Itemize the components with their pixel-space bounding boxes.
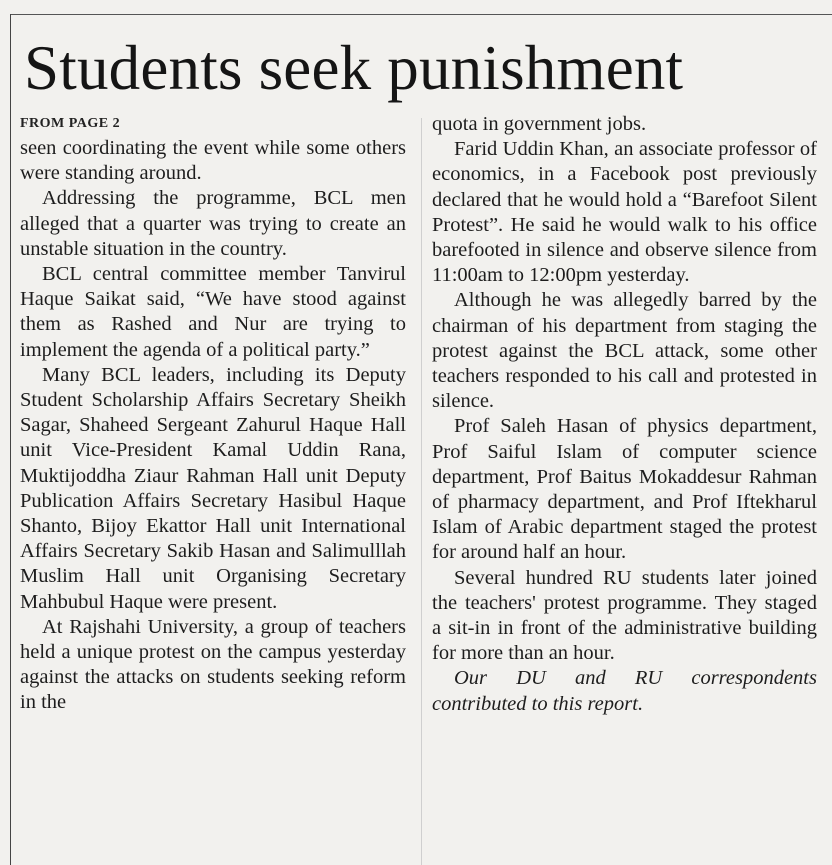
paragraph: Prof Saleh Hasan of physics department, Prof Saiful Islam of computer science department, Prof Baitus Mokaddesur Rahman of pharmacy department, and Prof Iftekharul Islam of Arabic department staged the protest for around half an hour.: [432, 415, 817, 564]
paragraph: Farid Uddin Khan, an associate professor of economics, in a Facebook post previously declared that he would hold a “Barefoot Silent Protest”. He said he would walk to his office barefooted in silence and observe silence from 11:00am to 12:00pm yesterday.: [432, 138, 817, 287]
paragraph: Many BCL leaders, including its Deputy Student Scholarship Affairs Secretary Sheikh Sagar, Shaheed Sergeant Zahurul Haque Hall unit Vice-President Kamal Uddin Rana, Muktijoddha Ziaur Rahman Hall unit Deputy Publication Affairs Secretary Hasibul Haque Shanto, Bijoy Ekattor Hall unit International Affairs Secretary Sakib Hasan and Salimulllah Muslim Hall unit Organising Secretary Mahbubul Haque were present.: [20, 363, 406, 613]
column-rule: [421, 118, 422, 865]
paragraph: quota in government jobs.: [432, 113, 647, 135]
paragraph: At Rajshahi University, a group of teachers held a unique protest on the campus yesterday against the attacks on students seeking reform in the: [20, 615, 406, 714]
paragraph: Although he was allegedly barred by the chairman of his department from staging the protest against the BCL attack, some other teachers responded to his call and protested in silence.: [432, 289, 817, 413]
left-column: [20, 112, 406, 716]
paragraph: seen coordinating the event while some others were standing around.: [20, 137, 406, 185]
continuation-kicker: FROM PAGE 2: [20, 116, 121, 131]
headline: Students seek punishment: [24, 33, 684, 103]
correspondent-credit: Our DU and RU correspondents contributed to this report.: [432, 667, 817, 715]
paragraph: Several hundred RU students later joined the teachers' protest programme. They staged a sit-in in front of the administrative building for more than an hour.: [432, 566, 817, 665]
left-rule: [10, 14, 11, 865]
paragraph: Addressing the programme, BCL men alleged that a quarter was trying to create an unstable situation in the country.: [20, 187, 406, 260]
paragraph: BCL central committee member Tanvirul Haque Saikat said, “We have stood against them as Rashed and Nur are trying to implement the agenda of a political party.”: [20, 263, 406, 361]
right-column: [432, 112, 817, 717]
top-rule: [10, 14, 832, 15]
